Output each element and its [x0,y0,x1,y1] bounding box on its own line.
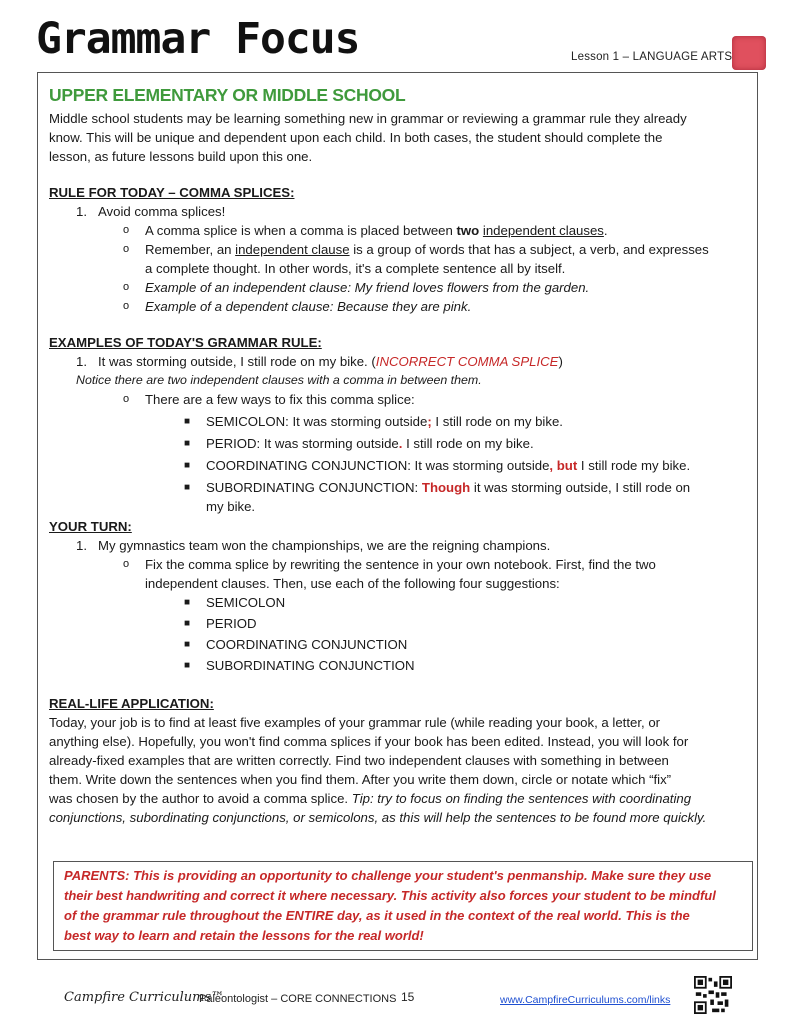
fix-option: ■ COORDINATING CONJUNCTION: It was storming outside, but I still rode my bike. [184,458,691,473]
intro-line: lesson, as future lessons build upon this one. [49,149,313,164]
rule-sub-item: o Example of a dependent clause: Because they are pink. [123,299,472,314]
suggestion-item: ■ COORDINATING CONJUNCTION [184,637,408,652]
qr-code-icon [694,976,732,1014]
parents-line: best way to learn and retain the lessons for the real world! [64,928,424,943]
real-life-line: Today, your job is to find at least five examples of your grammar rule (while reading your book, a letter, or [49,715,661,730]
suggestion-item: ■ SEMICOLON [184,595,286,610]
fix-option: ■ SEMICOLON: It was storming outside; I still rode on my bike. [184,414,563,429]
lesson-content [49,84,761,827]
parents-line: PARENTS: This is providing an opportunity to challenge your student's penmanship. Make sure they use [64,868,712,883]
footer-logo: Campfire Curriculums™ [64,990,225,1005]
real-life-line: conjunctions, subordinating conjunctions, or semicolons, as this will help the sentences to be found more quickly. [49,810,707,825]
parents-note [53,861,753,951]
real-life-line: them. Write down the sentences when you find them. After you write them down, circle or notate which “fix” [49,772,672,787]
rule-heading: RULE FOR TODAY – COMMA SPLICES: [49,185,295,200]
real-life-line: already-fixed examples that are written correctly. Find two independent clauses with something in between [49,753,669,768]
your-turn-item: 1. My gymnastics team won the championships, we are the reigning champions. [76,538,551,553]
your-turn-instruction: o Fix the comma splice by rewriting the sentence in your own notebook. First, find the two [123,557,656,572]
real-life-line: was chosen by the author to avoid a comma splice. Tip: try to focus on finding the sentences with coordinating [49,791,692,806]
real-life-heading: REAL-LIFE APPLICATION: [49,696,214,711]
suggestion-item: ■ SUBORDINATING CONJUNCTION [184,658,415,673]
rule-item: 1. Avoid comma splices! [76,204,226,219]
real-life-line: anything else). Hopefully, you won't find comma splices if your book has been edited. Instead, you will look for [49,734,689,749]
your-turn-instruction-continued: independent clauses. Then, use each of the following four suggestions: [145,576,560,591]
page-number: 15 [401,990,415,1004]
fix-option: ■ PERIOD: It was storming outside. I still rode on my bike. [184,436,534,451]
footer-link[interactable]: www.CampfireCurriculums.com/links [500,994,671,1006]
example-notice: Notice there are two independent clauses with a comma in between them. [76,373,482,387]
parents-line: their best handwriting and correct it where necessary. This activity also forces your student to be mindful [64,888,716,903]
intro-line: Middle school students may be learning something new in grammar or reviewing a grammar rule they already [49,111,687,126]
footer-course: Paleontologist – CORE CONNECTIONS [199,993,397,1005]
examples-heading: EXAMPLES OF TODAY'S GRAMMAR RULE: [49,335,322,350]
decorative-square-icon [732,36,766,70]
rule-sub-item-continued: a complete thought. In other words, it's a complete sentence all by itself. [145,261,566,276]
example-item: 1. It was storming outside, I still rode on my bike. (INCORRECT COMMA SPLICE) [76,354,563,369]
fix-option: ■ SUBORDINATING CONJUNCTION: Though it was storming outside, I still rode on [184,480,691,495]
fix-intro: o There are a few ways to fix this comma splice: [123,392,415,407]
rule-sub-item: o Example of an independent clause: My friend loves flowers from the garden. [123,280,590,295]
lesson-label: Lesson 1 – LANGUAGE ARTS [571,51,733,63]
section-title: UPPER ELEMENTARY OR MIDDLE SCHOOL [49,85,406,105]
intro-line: know. This will be unique and dependent upon each child. In both cases, the student should complete the [49,130,663,145]
your-turn-heading: YOUR TURN: [49,519,132,534]
suggestion-item: ■ PERIOD [184,616,257,631]
parents-line: of the grammar rule throughout the ENTIRE day, as it used in the context of the real world. This is the [64,908,690,923]
fix-option-continued: my bike. [206,499,256,514]
page-title: Grammar Focus [36,14,360,64]
rule-sub-item: o A comma splice is when a comma is placed between two independent clauses. [123,223,608,238]
rule-sub-item: o Remember, an independent clause is a group of words that has a subject, a verb, and expresses [123,242,709,257]
